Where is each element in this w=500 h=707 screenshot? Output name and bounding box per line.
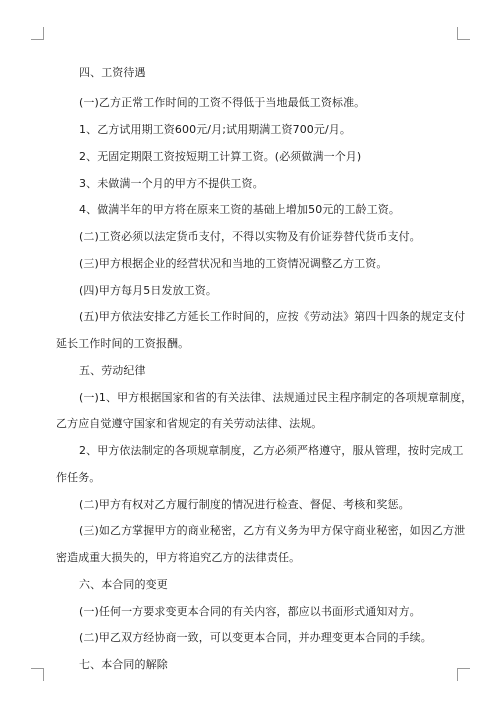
- paragraph-line: (三)如乙方掌握甲方的商业秘密，乙方有义务为甲方保守商业秘密，如因乙方泄: [79, 524, 466, 537]
- paragraph-line: (一)乙方正常工作时间的工资不得低于当地最低工资标准。: [79, 96, 366, 109]
- paragraph-line-continued: 作任务。: [56, 471, 101, 484]
- paragraph-line: (四)甲方每月5日发放工资。: [79, 284, 217, 297]
- crop-mark-bottom-right: [457, 668, 470, 681]
- section-heading-labor-discipline: 五、劳动纪律: [79, 364, 146, 377]
- paragraph-line: (二)甲乙双方经协商一致，可以变更本合同，并办理变更本合同的手续。: [79, 631, 432, 644]
- crop-mark-bottom-left: [31, 668, 44, 681]
- paragraph-line: 4、做满半年的甲方将在原来工资的基础上增加50元的工龄工资。: [79, 203, 400, 216]
- paragraph-line: 3、未做满一个月的甲方不提供工资。: [79, 177, 264, 190]
- crop-mark-top-right: [457, 27, 470, 40]
- paragraph-line: 2、甲方依法制定的各项规章制度，乙方必须严格遵守，服从管理，按时完成工: [79, 444, 464, 457]
- paragraph-line: (五)甲方依法安排乙方延长工作时间的，应按《劳动法》第四十四条的规定支付: [79, 310, 466, 323]
- section-heading-wages: 四、工资待遇: [79, 66, 146, 79]
- crop-mark-top-left: [31, 27, 44, 40]
- paragraph-line-continued: 延长工作时间的工资报酬。: [56, 337, 190, 350]
- paragraph-line-continued: 乙方应自觉遵守国家和省规定的有关劳动法律、法规。: [56, 417, 323, 430]
- paragraph-line: (二)工资必须以法定货币支付，不得以实物及有价证券替代货币支付。: [79, 230, 421, 243]
- paragraph-line: 2、无固定期限工资按短期工计算工资。(必须做满一个月): [79, 150, 362, 163]
- section-heading-contract-change: 六、本合同的变更: [79, 578, 168, 591]
- paragraph-line: (二)甲方有权对乙方履行制度的情况进行检查、督促、考核和奖惩。: [79, 498, 410, 511]
- paragraph-line-continued: 密造成重大损失的，甲方将追究乙方的法律责任。: [56, 551, 301, 564]
- paragraph-line: (一)1、甲方根据国家和省的有关法律、法规通过民主程序制定的各项规章制度，: [79, 391, 473, 404]
- paragraph-line: 1、乙方试用期工资600元/月;试用期满工资700元/月。: [79, 123, 352, 136]
- paragraph-line: (一)任何一方要求变更本合同的有关内容，都应以书面形式通知对方。: [79, 605, 421, 618]
- paragraph-line: (三)甲方根据企业的经营状况和当地的工资情况调整乙方工资。: [79, 257, 388, 270]
- section-heading-contract-termination: 七、本合同的解除: [79, 658, 168, 671]
